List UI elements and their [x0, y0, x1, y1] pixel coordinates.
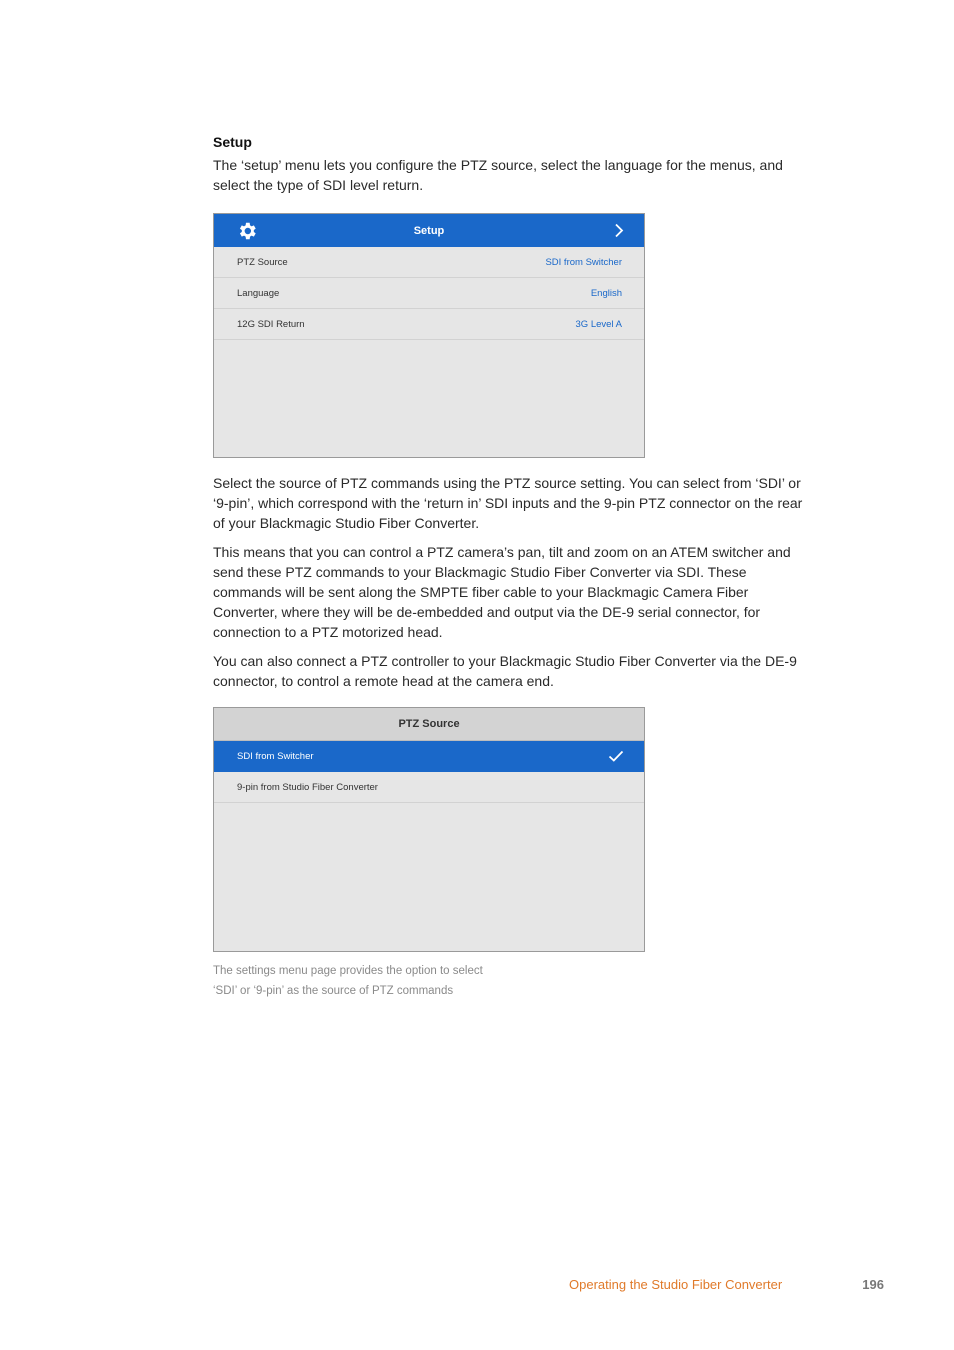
body-paragraph: Select the source of PTZ commands using the PTZ source setting. You can select from ‘SDI’ or ‘9-pin’, which correspond with the ‘return in’ SDI inputs and the 9-pin PTZ connector on the rear of your Blackmagic Studio Fiber Converter. — [213, 475, 803, 531]
setting-row-sdi-return[interactable] — [214, 309, 644, 340]
gear-icon[interactable] — [236, 220, 258, 242]
setting-value[interactable]: SDI from Switcher — [545, 256, 622, 268]
option-9-pin[interactable] — [214, 772, 644, 803]
setup-menu-header — [214, 214, 644, 247]
page-number: 196 — [862, 1277, 884, 1292]
setting-value[interactable]: English — [590, 287, 622, 299]
ptz-source-header: PTZ Source — [214, 708, 644, 741]
option-label: SDI from Switcher — [237, 750, 314, 762]
setup-menu-panel — [213, 213, 645, 458]
setting-label: Language — [237, 287, 280, 299]
chevron-right-icon[interactable] — [614, 223, 624, 238]
body-paragraph: This means that you can control a PTZ camera’s pan, tilt and zoom on an ATEM switcher and send these PTZ commands to your Blackmagic Studio Fiber Converter via SDI. These commands will be sent along the SMPTE fiber cable to your Blackmagic Camera Fiber Converter, where they will be de-embedded and output via the DE-9 serial connector, for connection to a PTZ motorized head. — [213, 544, 791, 640]
footer-section-title: Operating the Studio Fiber Converter — [569, 1277, 783, 1292]
checkmark-icon — [608, 750, 624, 762]
setup-menu-title: Setup — [413, 224, 445, 237]
option-label: 9-pin from Studio Fiber Converter — [237, 781, 378, 793]
setting-row-language[interactable] — [214, 278, 644, 309]
setting-label: PTZ Source — [237, 256, 288, 268]
figure-caption — [213, 961, 543, 1001]
caption-line: ‘SDI’ or ‘9-pin’ as the source of PTZ commands — [213, 985, 454, 997]
body-paragraph: You can also connect a PTZ controller to your Blackmagic Studio Fiber Converter via the DE-9 connector, to control a remote head at the camera end. — [213, 653, 797, 689]
section-heading: Setup — [213, 134, 252, 150]
setting-row-ptz-source[interactable] — [214, 247, 644, 278]
intro-paragraph: The ‘setup’ menu lets you configure the PTZ source, select the language for the menus, and select the type of SDI level return. — [213, 157, 783, 193]
setting-label: 12G SDI Return — [237, 318, 305, 330]
option-sdi-from-switcher[interactable] — [214, 741, 644, 772]
caption-line: The settings menu page provides the option to select — [213, 965, 483, 977]
setting-value[interactable]: 3G Level A — [575, 318, 622, 330]
ptz-source-panel — [213, 707, 645, 952]
